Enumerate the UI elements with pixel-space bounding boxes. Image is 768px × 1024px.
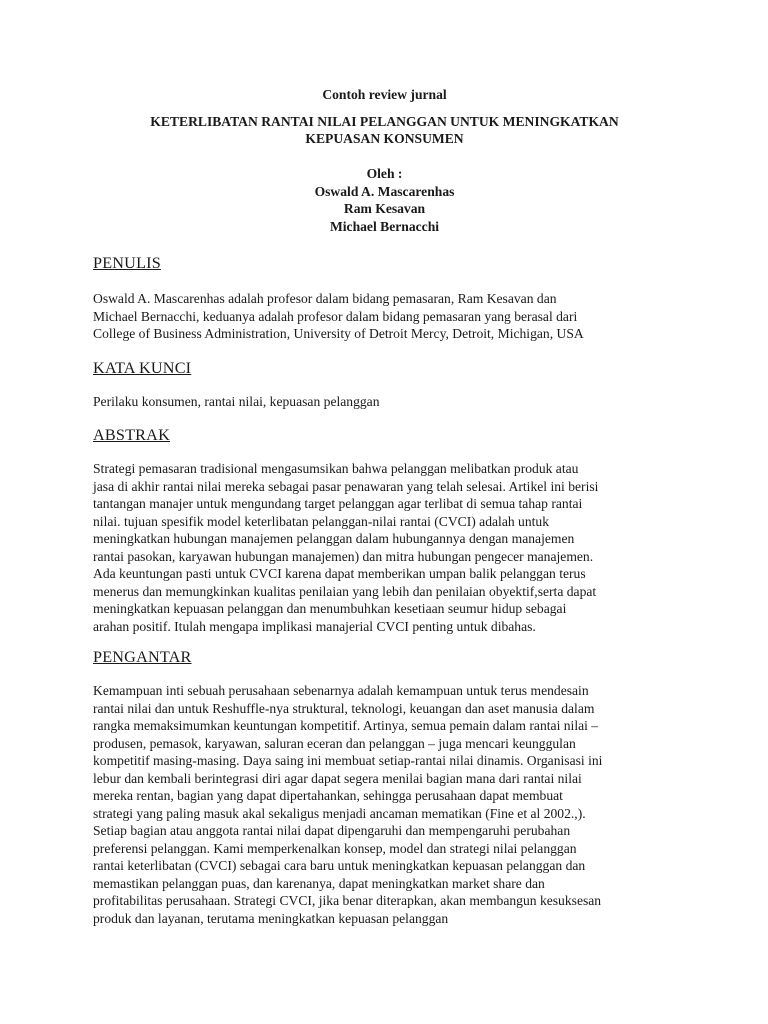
text-line: Ada keuntungan pasti untuk CVCI karena dapat memberikan umpan balik pelanggan terus [93,566,586,581]
text-line: lebur dan kembali berintegrasi diri agar dapat segera menilai bagian mana dari rantai nilai [93,770,582,786]
section-body-abstrak [93,460,676,635]
text-line: College of Business Administration, University of Detroit Mercy, Detroit, Michigan, USA [93,326,584,341]
text-line: Perilaku konsumen, rantai nilai, kepuasan pelanggan [93,393,380,409]
text-line: Michael Bernacchi, keduanya adalah profesor dalam bidang pemasaran yang berasal dari [93,308,578,324]
section-body-pengantar [93,682,676,927]
text-line: rantai nilai dan untuk Reshuffle-nya struktural, teknologi, keuangan dan aset manusia dalam [93,700,595,716]
text-line: nilai. tujuan spesifik model keterlibatan pelanggan-nilai rantai (CVCI) adalah untuk [93,513,550,529]
section-body-kata-kunci [93,393,676,411]
text-line: Setiap bagian atau anggota rantai nilai dapat dipengaruhi dan mempengaruhi perubahan [93,823,571,838]
text-line: rantai keterlibatan (CVCI) sebagai cara baru untuk meningkatkan kepuasan pelanggan dan [93,858,586,873]
by-label: Oleh : [366,166,403,181]
text-line: mereka rentan, bagian yang dapat dipertahankan, sehingga perusahaan dapat membuat [93,788,563,803]
author-name: Oswald A. Mascarenhas [314,183,455,199]
author-name: Ram Kesavan [343,201,426,216]
author-block [93,165,676,235]
document-title [93,113,676,147]
section-heading-penulis: PENULIS [93,254,161,272]
author-name: Michael Bernacchi [329,218,440,234]
text-line: rantai pasokan, karyawan hubungan manajemen) dan mitra hubungan pengecer manajemen. [93,548,594,564]
text-line: strategi yang paling masuk akal sekaligus menjadi ancaman mematikan (Fine et al 2002.,). [93,805,586,821]
text-line: preferensi pelanggan. Kami memperkenalkan konsep, model dan strategi nilai pelanggan [93,840,577,856]
text-line: arahan positif. Itulah mengapa implikasi manajerial CVCI penting untuk dibahas. [93,618,536,634]
text-line: Oswald A. Mascarenhas adalah profesor dalam bidang pemasaran, Ram Kesavan dan [93,291,557,306]
text-line: produk dan layanan, terutama meningkatkan kepuasan pelanggan [93,910,449,926]
section-heading-pengantar: PENGANTAR [93,648,192,666]
text-line: kompetitif masing-masing. Daya saing ini membuat setiap-rantai nilai dinamis. Organisasi ini [93,753,603,768]
text-line: tantangan manajer untuk mengundang target pelanggan agar terlibat di semua tahap rantai [93,496,583,511]
text-line: meningkatkan hubungan manajemen pelanggan dalam hubungannya dengan manajemen [93,531,575,546]
title-line: KETERLIBATAN RANTAI NILAI PELANGGAN UNTUK MENINGKATKAN [150,114,619,129]
document-label: Contoh review jurnal [322,87,447,102]
text-line: Strategi pemasaran tradisional mengasumsikan bahwa pelanggan melibatkan produk atau [93,461,579,476]
section-heading-abstrak: ABSTRAK [93,426,170,444]
section-body-penulis [93,290,676,343]
section-heading-kata-kunci: KATA KUNCI [93,358,192,377]
title-line: KEPUASAN KONSUMEN [305,131,464,146]
text-line: jasa di akhir rantai nilai mereka sebagai pasar penawaran yang telah selesai. Artikel ini berisi [93,478,599,494]
text-line: produsen, pemasok, karyawan, saluran eceran dan pelanggan – juga mencari keunggulan [93,735,576,751]
text-line: menerus dan memungkinkan kualitas penilaian yang lebih dan penilaian obyektif,serta dapat [93,583,597,599]
text-line: meningkatkan kepuasan pelanggan dan menumbuhkan kesetiaan seumur hidup sebagai [93,601,567,616]
text-line: Kemampuan inti sebuah perusahaan sebenarnya adalah kemampuan untuk terus mendesain [93,683,589,698]
text-line: memastikan pelanggan puas, dan karenanya, dapat meningkatkan market share dan [93,875,545,891]
text-line: profitabilitas perusahaan. Strategi CVCI, jika benar diterapkan, akan membangun kesuksesan [93,893,602,908]
text-line: rangka memaksimumkan keuntungan kompetitif. Artinya, semua pemain dalam rantai nilai – [93,718,599,733]
